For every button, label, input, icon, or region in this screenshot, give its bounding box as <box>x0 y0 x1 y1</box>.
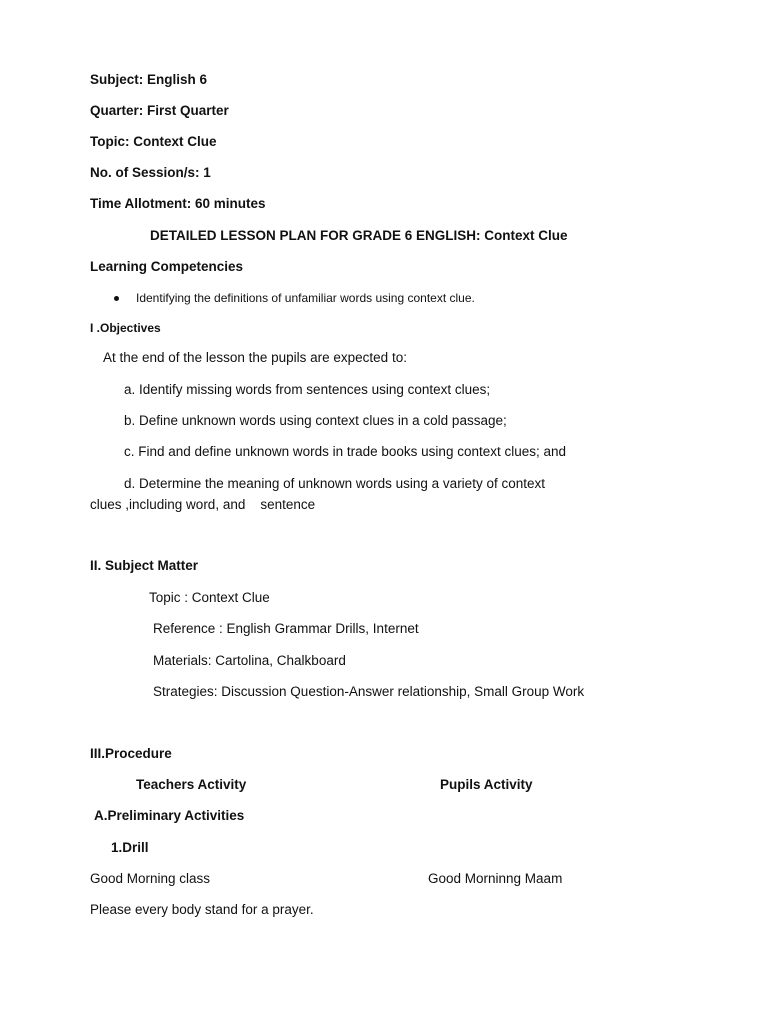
competencies-heading: Learning Competencies <box>90 259 244 274</box>
drill-heading: 1.Drill <box>111 840 149 855</box>
objective-item-a: a. Identify missing words from sentences using context clues; <box>124 382 491 397</box>
objective-item-c: c. Find and define unknown words in trade books using context clues; and <box>124 444 567 459</box>
subject-line: Subject: English 6 <box>90 72 208 87</box>
time-allotment-line: Time Allotment: 60 minutes <box>90 196 266 211</box>
objectives-intro: At the end of the lesson the pupils are expected to: <box>103 350 407 365</box>
teacher-line: Please every body stand for a prayer. <box>90 902 314 917</box>
subject-matter-heading: II. Subject Matter <box>90 558 199 573</box>
quarter-line: Quarter: First Quarter <box>90 103 229 118</box>
topic-line: Topic: Context Clue <box>90 134 217 149</box>
objective-item-b: b. Define unknown words using context clues in a cold passage; <box>124 413 507 428</box>
subject-matter-strategies: Strategies: Discussion Question-Answer relationship, Small Group Work <box>153 684 585 699</box>
competency-item: Identifying the definitions of unfamiliar words using context clue. <box>136 291 475 305</box>
pupil-line: Good Morninng Maam <box>428 871 563 886</box>
teachers-activity-header: Teachers Activity <box>136 777 247 792</box>
subject-matter-topic: Topic : Context Clue <box>149 590 270 605</box>
objective-item-d: d. Determine the meaning of unknown words using a variety of context <box>124 476 545 491</box>
bullet-icon <box>114 296 119 301</box>
objectives-heading: I .Objectives <box>90 321 161 335</box>
sessions-line: No. of Session/s: 1 <box>90 165 211 180</box>
teacher-line: Good Morning class <box>90 871 211 886</box>
procedure-heading: III.Procedure <box>90 746 172 761</box>
objective-item-d-continuation: clues ,including word, and sentence <box>90 497 316 512</box>
subject-matter-reference: Reference : English Grammar Drills, Internet <box>153 621 419 636</box>
document-title: DETAILED LESSON PLAN FOR GRADE 6 ENGLISH: Context Clue <box>150 228 568 243</box>
subject-matter-materials: Materials: Cartolina, Chalkboard <box>153 653 346 668</box>
pupils-activity-header: Pupils Activity <box>440 777 533 792</box>
preliminary-activities-heading: A.Preliminary Activities <box>94 808 245 823</box>
